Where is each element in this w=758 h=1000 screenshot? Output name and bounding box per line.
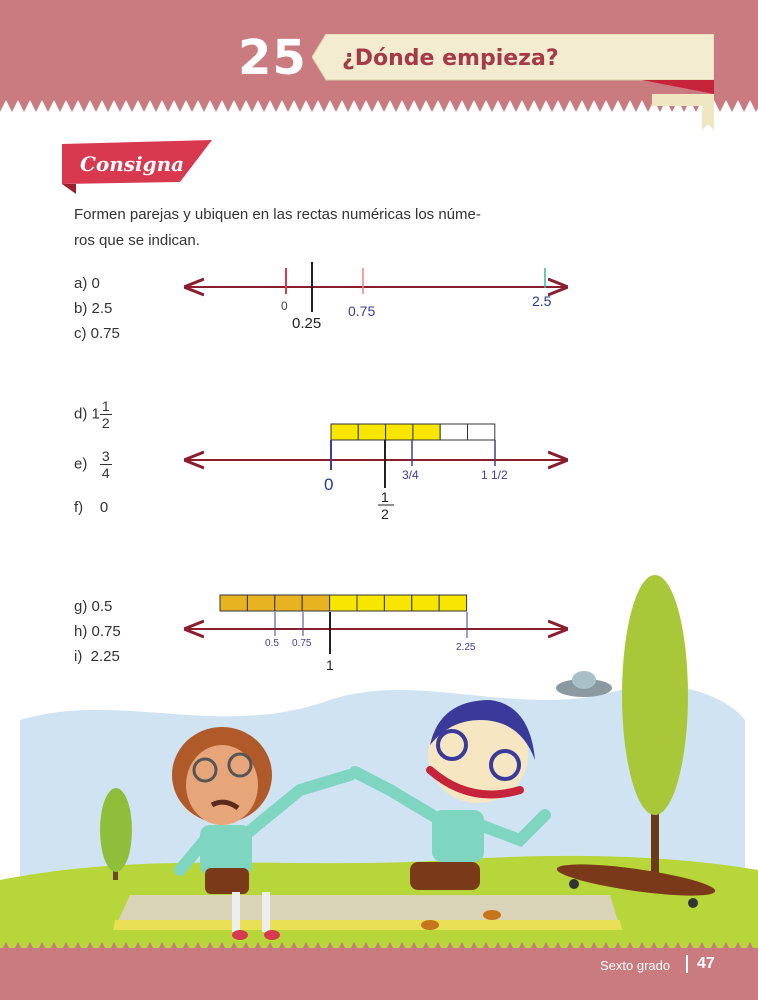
item-i: i) 2.25 [74,648,120,665]
item-e-prefix: e) [74,455,88,473]
fraction-bar-2 [331,424,495,440]
item-g: g) 0.5 [74,598,113,615]
item-b: b) 2.5 [74,300,113,317]
number-line-1 [186,262,566,332]
tick2-label-half-den: 2 [381,506,389,522]
bar-segment [439,595,466,611]
tick-label-0.25: 0.25 [292,315,322,332]
bar-segment [330,595,357,611]
footer-separator [686,955,688,973]
tick2-label-half-num: 1 [381,489,389,505]
illustration [0,575,758,948]
number-line-2 [186,424,566,522]
item-a: a) 0 [74,275,100,292]
tick2-label-one-and-half: 1 1/2 [481,468,508,482]
footer-band [0,948,758,1000]
item-d-numerator: 1 [101,398,110,414]
number-line-3 [186,595,566,673]
tick3-label-three-quarters: 0.75 [292,638,312,649]
fraction-bar-3 [220,595,467,611]
tick2-label-three-quarters: 3/4 [402,468,419,482]
item-e-denominator: 4 [101,465,110,481]
bar-segment [357,595,384,611]
bar-segment [412,595,439,611]
tick-label-0.75: 0.75 [348,303,376,319]
item-e-numerator: 3 [101,448,110,464]
item-h: h) 0.75 [74,623,121,640]
bar-segment [468,424,495,440]
footer-grade: Sexto grado [600,958,671,973]
small-tree-icon [100,788,132,872]
bar-segment [384,595,411,611]
item-d-prefix: d) 1 [74,405,100,423]
tick-label-zero: 0 [281,299,288,313]
page-title: ¿Dónde empieza? [342,46,559,71]
lesson-number: 25 [238,30,307,86]
instruction-line-1: Formen parejas y ubiquen en las rectas numéricas los núme- [74,206,481,223]
item-c: c) 0.75 [74,325,120,342]
tick3-label-two-and-quarter: 2.25 [456,642,476,653]
bar-segment [247,595,274,611]
bar-segment [331,424,358,440]
skateboard-wheel [569,879,579,889]
ufo-dome [572,671,596,689]
tick-label-2.5: 2.5 [532,293,552,309]
bar-segment [440,424,467,440]
bar-segment [302,595,329,611]
tick2-label-zero: 0 [324,475,334,494]
consigna-label: Consigna [80,152,185,176]
tick3-label-half: 0.5 [265,638,279,649]
bar-segment [275,595,302,611]
instruction-line-2: ros que se indican. [74,232,200,249]
bar-segment [220,595,247,611]
skateboard-wheel [688,898,698,908]
mat-edge [113,920,622,930]
item-f: f) 0 [74,499,109,516]
item-d-denominator: 2 [101,415,110,431]
bar-segment [358,424,385,440]
page-number: 47 [697,955,715,972]
tick3-label-one: 1 [326,657,334,673]
tree-icon [622,575,688,815]
bar-segment [413,424,440,440]
bar-segment [386,424,413,440]
